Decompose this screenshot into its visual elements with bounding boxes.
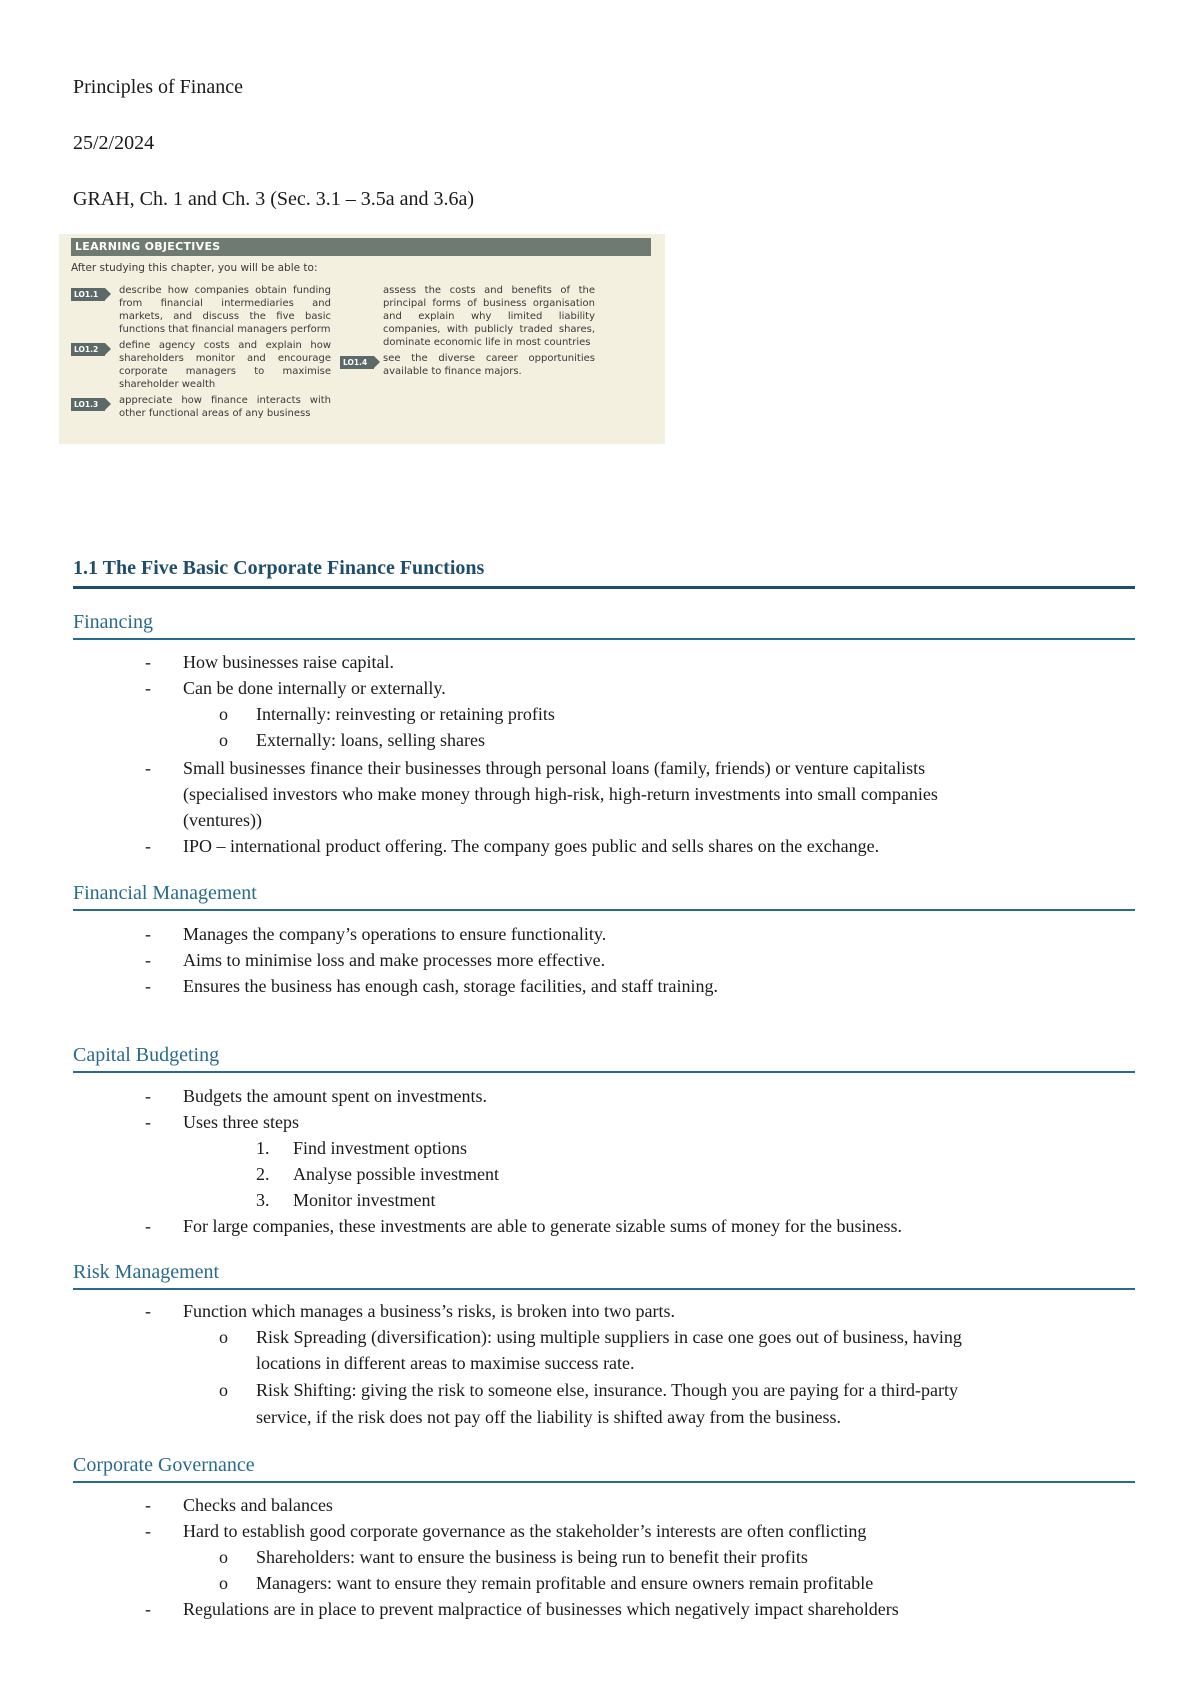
rule-financing: [73, 638, 1135, 640]
rule-corporate-governance: [73, 1481, 1135, 1483]
bullet-text: Risk Shifting: giving the risk to someone else, insurance. Though you are paying for a third-party: [256, 1380, 959, 1400]
dash-bullet: -: [145, 678, 151, 698]
bullet-text: How businesses raise capital.: [183, 652, 394, 672]
reading-reference: GRAH, Ch. 1 and Ch. 3 (Sec. 3.1 – 3.5a and 3.6a): [73, 188, 475, 210]
lo-tag-3: LO1.3: [71, 398, 105, 411]
bullet-text: service, if the risk does not pay off the liability is shifted away from the business.: [256, 1407, 842, 1427]
dash-bullet: -: [145, 924, 151, 944]
dash-bullet: -: [145, 1495, 151, 1515]
bullet-text: Monitor investment: [293, 1190, 436, 1210]
dash-bullet: -: [145, 950, 151, 970]
dash-bullet: -: [145, 758, 151, 778]
dash-bullet: -: [145, 1112, 151, 1132]
bullet-text: Function which manages a business’s risks, is broken into two parts.: [183, 1301, 675, 1321]
lo-tag-4: LO1.4: [340, 356, 374, 369]
lo-item-2: define agency costs and explain how shareholders monitor and encourage corporate managers to maximise shareholder wealth: [119, 340, 331, 390]
number-marker: 3.: [256, 1190, 270, 1210]
bullet-text: IPO – international product offering. The company goes public and sells shares on the exchange.: [183, 836, 880, 856]
bullet-text: Can be done internally or externally.: [183, 678, 446, 698]
bullet-text: Uses three steps: [183, 1112, 299, 1132]
bullet-text: For large companies, these investments are able to generate sizable sums of money for the business.: [183, 1216, 902, 1236]
learning-objectives-image: [59, 234, 665, 444]
lo-item-3: appreciate how finance interacts with other functional areas of any business: [119, 395, 331, 419]
dash-bullet: -: [145, 1216, 151, 1236]
number-marker: 2.: [256, 1164, 270, 1184]
bullet-text: Ensures the business has enough cash, storage facilities, and staff training.: [183, 976, 719, 996]
bullet-text: (ventures)): [183, 810, 262, 830]
o-bullet: o: [219, 1573, 228, 1593]
bullet-text: Small businesses finance their businesses through personal loans (family, friends) or venture capitalists: [183, 758, 926, 778]
bullet-text: Externally: loans, selling shares: [256, 730, 485, 750]
bullet-text: locations in different areas to maximise success rate.: [256, 1353, 635, 1373]
lo-item-1: describe how companies obtain funding from financial intermediaries and markets, and discuss the five basic functions that financial managers perform: [119, 285, 331, 335]
dash-bullet: -: [145, 1086, 151, 1106]
course-title: Principles of Finance: [73, 76, 243, 98]
learning-objectives-title: LEARNING OBJECTIVES: [75, 240, 221, 253]
date: 25/2/2024: [73, 132, 155, 154]
section-rule: [73, 586, 1135, 589]
bullet-text: Managers: want to ensure they remain profitable and ensure owners remain profitable: [256, 1573, 874, 1593]
lo-item-5: see the diverse career opportunities available to finance majors.: [383, 353, 595, 377]
dash-bullet: -: [145, 1599, 151, 1619]
rule-risk-management: [73, 1288, 1135, 1290]
o-bullet: o: [219, 1327, 228, 1347]
heading-risk-management: Risk Management: [73, 1261, 220, 1283]
bullet-text: Checks and balances: [183, 1495, 333, 1515]
bullet-text: Budgets the amount spent on investments.: [183, 1086, 487, 1106]
heading-capital-budgeting: Capital Budgeting: [73, 1044, 220, 1066]
heading-financial-management: Financial Management: [73, 882, 257, 904]
lo-item-4: assess the costs and benefits of the principal forms of business organisation and explain why limited liability companies, with publicly traded shares, dominate economic life in most countries: [383, 285, 595, 348]
bullet-text: Manages the company’s operations to ensure functionality.: [183, 924, 607, 944]
lo-tag-2: LO1.2: [71, 343, 105, 356]
o-bullet: o: [219, 1547, 228, 1567]
lo-tag-1: LO1.1: [71, 288, 105, 301]
o-bullet: o: [219, 704, 228, 724]
heading-financing: Financing: [73, 611, 153, 633]
bullet-text: Regulations are in place to prevent malpractice of businesses which negatively impact shareholders: [183, 1599, 899, 1619]
o-bullet: o: [219, 1380, 228, 1400]
rule-capital-budgeting: [73, 1071, 1135, 1073]
bullet-text: Shareholders: want to ensure the business is being run to benefit their profits: [256, 1547, 808, 1567]
dash-bullet: -: [145, 1301, 151, 1321]
bullet-text: Internally: reinvesting or retaining profits: [256, 704, 555, 724]
number-marker: 1.: [256, 1138, 270, 1158]
bullet-text: Analyse possible investment: [293, 1164, 499, 1184]
dash-bullet: -: [145, 836, 151, 856]
o-bullet: o: [219, 730, 228, 750]
dash-bullet: -: [145, 652, 151, 672]
learning-objectives-intro: After studying this chapter, you will be able to:: [71, 262, 318, 274]
bullet-text: (specialised investors who make money through high-risk, high-return investments into small companies: [183, 784, 938, 804]
rule-financial-management: [73, 909, 1135, 911]
bullet-text: Hard to establish good corporate governance as the stakeholder’s interests are often conflicting: [183, 1521, 867, 1541]
heading-corporate-governance: Corporate Governance: [73, 1454, 255, 1476]
bullet-text: Risk Spreading (diversification): using multiple suppliers in case one goes out of business, having: [256, 1327, 962, 1347]
dash-bullet: -: [145, 976, 151, 996]
bullet-text: Find investment options: [293, 1138, 468, 1158]
dash-bullet: -: [145, 1521, 151, 1541]
bullet-text: Aims to minimise loss and make processes more effective.: [183, 950, 606, 970]
section-title: 1.1 The Five Basic Corporate Finance Functions: [73, 557, 485, 579]
learning-objectives-header: [71, 238, 651, 256]
